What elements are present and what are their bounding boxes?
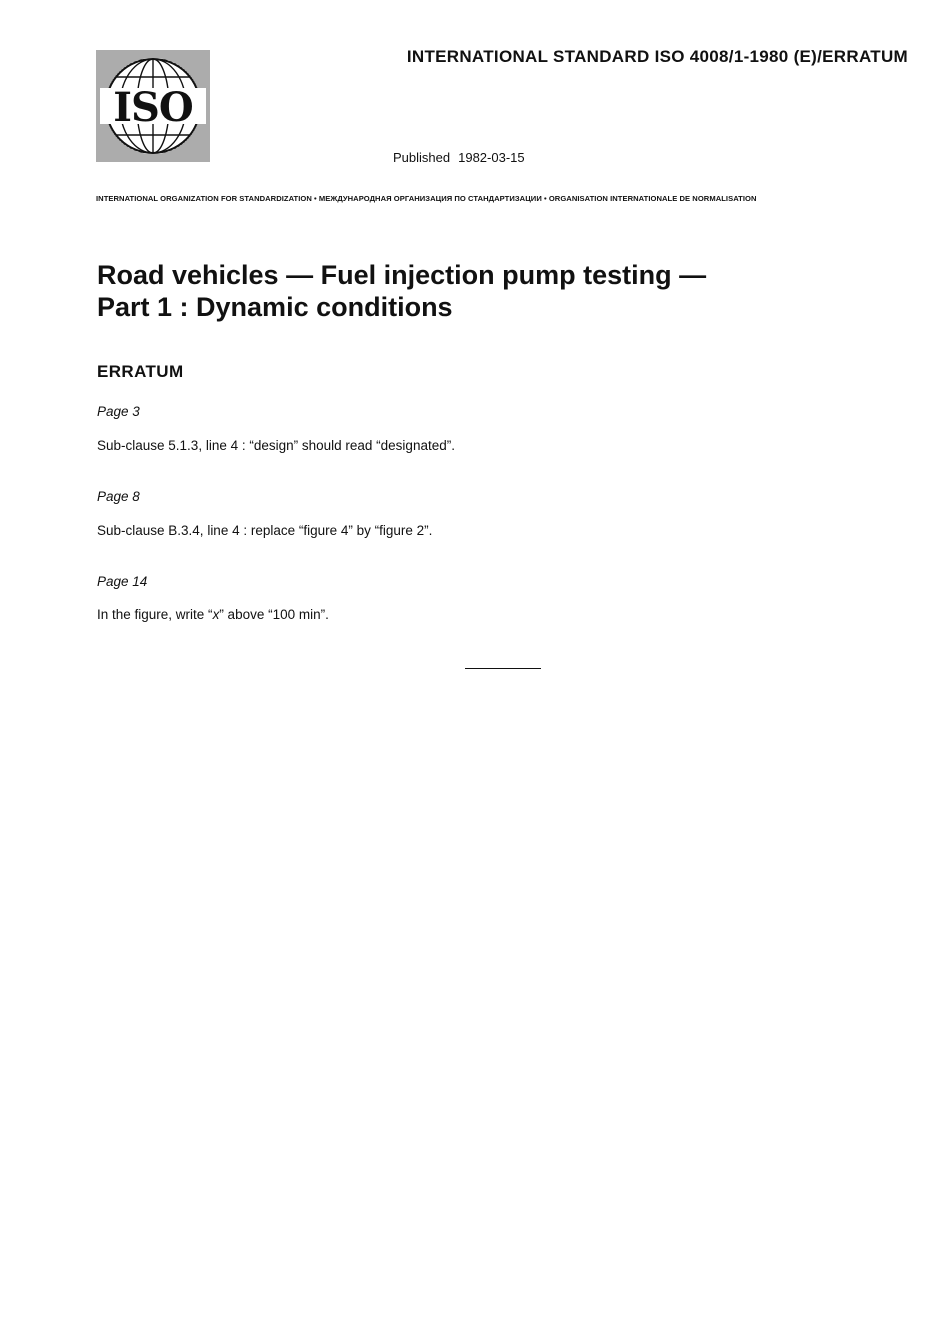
- erratum-heading: ERRATUM: [97, 362, 184, 381]
- organization-line: INTERNATIONAL ORGANIZATION FOR STANDARDIZATION • МЕЖДУНАРОДНАЯ ОРГАНИЗАЦИЯ ПО СТАНДАРТИЗАЦИИ • ORGANISATION INTERNATIONALE DE NORMALISATION: [96, 194, 757, 203]
- title-line-2: Part 1 : Dynamic conditions: [97, 292, 453, 322]
- page-reference: Page 8: [97, 489, 140, 504]
- erratum-entry: Sub-clause 5.1.3, line 4 : “design” should read “designated”.: [97, 438, 455, 453]
- page-reference: Page 3: [97, 404, 140, 419]
- published-line: [393, 150, 525, 165]
- end-divider: [465, 668, 541, 669]
- title-line-1: Road vehicles — Fuel injection pump testing —: [97, 260, 707, 290]
- entry-text-italic: x: [212, 607, 220, 622]
- published-label: Published: [393, 150, 451, 165]
- standard-title: INTERNATIONAL STANDARD ISO 4008/1-1980 (E)/ERRATUM: [406, 47, 908, 66]
- published-date: 1982-03-15: [458, 150, 525, 165]
- erratum-entry: Sub-clause B.3.4, line 4 : replace “figure 4” by “figure 2”.: [97, 523, 433, 538]
- entry-text-after: ” above “100 min”.: [219, 607, 329, 622]
- page-reference: Page 14: [97, 574, 148, 589]
- iso-logo: [96, 50, 210, 163]
- document-title: [97, 259, 706, 323]
- erratum-entry: [97, 607, 329, 622]
- entry-text-before: In the figure, write “: [97, 607, 213, 622]
- iso-logo-text: ISO: [113, 84, 193, 131]
